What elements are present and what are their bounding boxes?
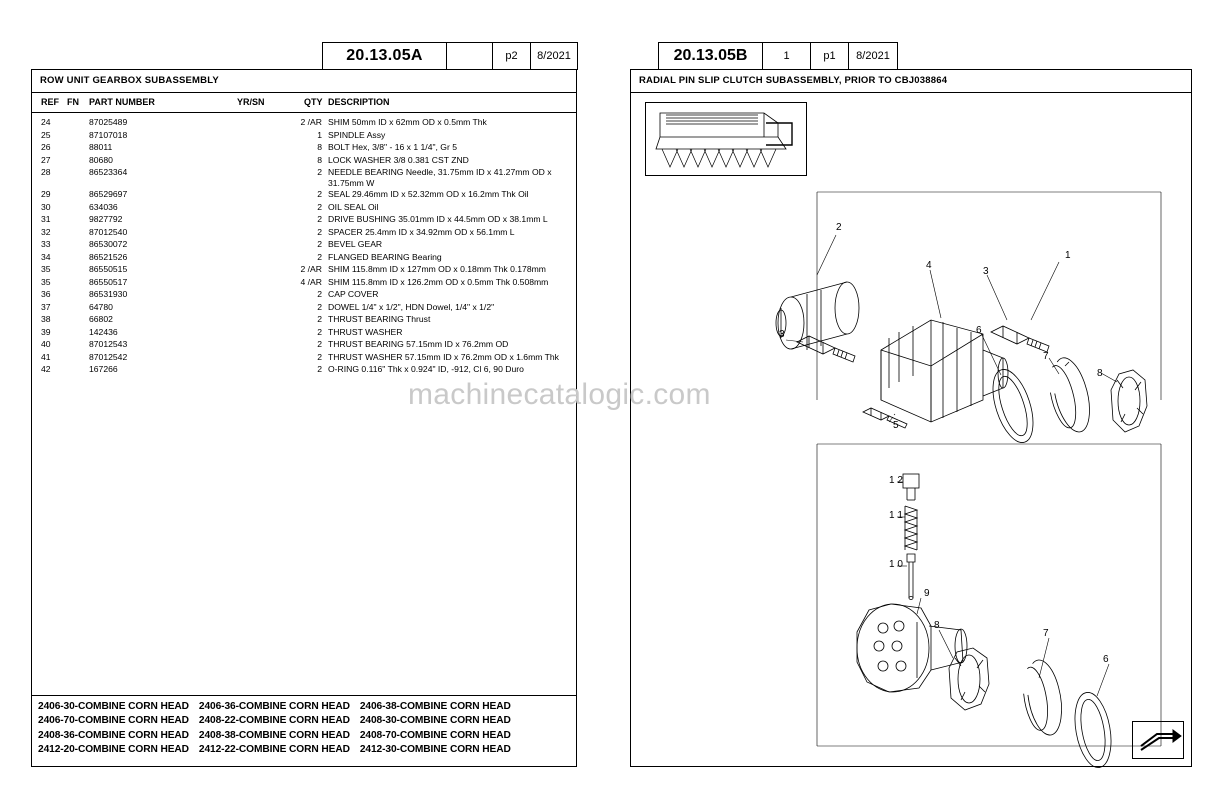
table-row [32,117,576,130]
row-qty: 2 [317,214,322,224]
callout-label: 2 [836,222,842,233]
row-part-number: 88011 [89,142,113,152]
table-row [32,277,576,290]
row-description: DRIVE BUSHING 35.01mm ID x 44.5mm OD x 38.1mm L [328,214,548,224]
row-part-number: 80680 [89,154,113,165]
row-description: OIL SEAL Oil [328,201,379,212]
callout-label: 1 0 [889,559,903,570]
row-ref: 32 [41,226,51,237]
table-row [32,327,576,340]
right-page-panel [630,42,1192,734]
callout-label: 3 [779,329,785,340]
right-revision-date: 8/2021 [856,50,890,62]
header-divider [32,112,576,113]
right-header-index: 1 [763,43,811,69]
row-ref: 35 [41,276,51,287]
row-ref: 24 [41,117,51,127]
row-ref: 31 [41,214,51,224]
row-ref: 40 [41,339,51,349]
callout-label: 9 [924,588,930,599]
row-ref: 27 [41,154,51,165]
row-part-number: 86531930 [89,289,128,299]
row-description: THRUST WASHER 57.15mm ID x 76.2mm OD x 1.6mm Thk [328,351,559,362]
table-row [32,189,576,202]
row-qty: 2 [317,201,322,212]
table-row [32,264,576,277]
row-description: THRUST BEARING Thrust [328,314,431,324]
footer-line: 2406-70-COMBINE CORN HEAD 2408-22-COMBINE CORN HEAD 2408-30-COMBINE CORN HEAD [38,715,511,727]
row-qty: 1 [317,129,322,140]
row-qty: 2 [317,351,322,362]
row-description: SEAL 29.46mm ID x 52.32mm OD x 16.2mm Thk Oil [328,189,529,199]
footer-line: 2406-30-COMBINE CORN HEAD 2406-36-COMBINE CORN HEAD 2406-38-COMBINE CORN HEAD [38,701,511,712]
column-header-part-number: PART NUMBER [89,97,155,107]
table-row [32,202,576,215]
row-ref: 28 [41,167,51,177]
title-divider [32,92,576,93]
row-qty: 2 [317,239,322,249]
parts-row-list [32,117,576,377]
row-part-number: 87012542 [89,351,128,362]
row-qty: 2 [317,189,322,199]
row-description: FLANGED BEARING Bearing [328,251,442,262]
row-qty: 2 [317,226,322,237]
table-row [32,302,576,315]
right-header-bar [658,42,898,70]
table-row [32,167,576,189]
row-ref: 26 [41,142,51,152]
row-description: BOLT Hex, 3/8" - 16 x 1 1/4", Gr 5 [328,142,458,152]
footer-line: 2408-36-COMBINE CORN HEAD 2408-38-COMBINE CORN HEAD 2408-70-COMBINE CORN HEAD [38,729,511,741]
row-qty: 8 [317,154,322,165]
table-row [32,155,576,168]
table-row [32,227,576,240]
callout-label: 7 [1043,628,1049,639]
row-description: SHIM 115.8mm ID x 127mm OD x 0.18mm Thk 0.178mm [328,264,546,274]
row-description: DOWEL 1/4" x 1/2", HDN Dowel, 1/4" x 1/2" [328,301,495,312]
row-description: CAP COVER [328,289,379,299]
callout-label: 8 [934,620,940,631]
right-title-divider [631,92,1191,93]
row-qty: 2 [317,339,322,349]
row-part-number: 167266 [89,364,118,374]
column-header-fn: FN [67,97,79,107]
right-section-code: 20.13.05B [659,43,763,69]
row-part-number: 86521526 [89,251,128,262]
left-model-footer [31,695,577,767]
row-ref: 37 [41,301,51,312]
row-qty: 2 /AR [300,117,322,127]
row-qty: 2 [317,301,322,312]
row-qty: 2 [317,251,322,262]
table-row [32,239,576,252]
right-subassembly-title: RADIAL PIN SLIP CLUTCH SUBASSEMBLY, PRIOR TO CBJ038864 [639,75,948,86]
row-ref: 33 [41,239,51,249]
left-revision-date: 8/2021 [537,50,571,62]
row-ref: 39 [41,326,51,337]
corn-head-icon [646,103,806,175]
callout-label: 6 [1103,654,1109,665]
row-description: BEVEL GEAR [328,239,383,249]
row-description: THRUST WASHER [328,326,403,337]
row-part-number: 86550515 [89,264,128,274]
row-description: O-RING 0.116" Thk x 0.924" ID, -912, Cl 6, 90 Duro [328,364,524,374]
column-header-yrsn: YR/SN [237,97,265,107]
row-description: SHIM 50mm ID x 62mm OD x 0.5mm Thk [328,117,487,127]
row-ref: 30 [41,201,51,212]
column-header-ref: REF [41,97,59,107]
row-ref: 36 [41,289,51,299]
callout-label: 1 1 [889,510,903,521]
row-part-number: 87025489 [89,117,128,127]
callout-label: 1 [1065,250,1071,261]
callout-label: 1 2 [889,475,903,486]
table-row [32,142,576,155]
footer-line: 2412-20-COMBINE CORN HEAD 2412-22-COMBINE CORN HEAD 2412-30-COMBINE CORN HEAD [38,744,511,756]
row-qty: 2 [317,289,322,299]
row-qty: 2 [317,167,322,177]
arrow-direction-icon [1133,722,1183,758]
row-ref: 41 [41,351,51,362]
row-part-number: 87012540 [89,226,128,237]
row-qty: 2 [317,364,322,374]
row-ref: 42 [41,364,51,374]
watermark: machinecatalogic.com [408,378,711,411]
row-part-number: 64780 [89,301,113,312]
table-row [32,339,576,352]
left-header-blank [447,43,493,69]
table-row [32,252,576,265]
row-ref: 25 [41,129,51,140]
row-description: NEEDLE BEARING Needle, 31.75mm ID x 41.27mm OD x 31.75mm W [328,167,552,188]
right-page-number: p1 [811,43,849,69]
row-description: SPINDLE Assy [328,129,386,140]
column-header-description: DESCRIPTION [328,97,390,107]
table-row [32,352,576,365]
row-ref: 35 [41,264,51,274]
callout-label: 6 [976,325,982,336]
row-description: SPACER 25.4mm ID x 34.92mm OD x 56.1mm L [328,226,515,237]
row-part-number: 142436 [89,326,118,337]
row-part-number: 87107018 [89,129,128,140]
row-ref: 29 [41,189,51,199]
row-part-number: 86523364 [89,167,128,177]
row-part-number: 634036 [89,201,118,212]
row-qty: 4 /AR [300,276,322,287]
row-qty: 2 [317,314,322,324]
left-section-code: 20.13.05A [323,43,447,69]
row-qty: 2 [317,326,322,337]
row-description: SHIM 115.8mm ID x 126.2mm OD x 0.5mm Thk 0.508mm [328,276,549,287]
row-ref: 34 [41,251,51,262]
table-row [32,214,576,227]
row-part-number: 9827792 [89,214,123,224]
row-qty: 8 [317,142,322,152]
callout-label: 8 [1097,368,1103,379]
row-ref: 38 [41,314,51,324]
orientation-icon-box [1132,721,1184,759]
callout-label: 4 [926,260,932,271]
right-diagram-box [630,69,1192,767]
left-header-bar [322,42,578,70]
row-part-number: 86530072 [89,239,128,249]
corn-head-thumbnail [645,102,807,176]
callout-label: 3 [983,266,989,277]
table-row [32,289,576,302]
callout-label: 7 [1043,351,1049,362]
left-subassembly-title: ROW UNIT GEARBOX SUBASSEMBLY [40,75,219,86]
table-row [32,314,576,327]
callout-label: 5 [893,420,899,431]
table-row [32,130,576,143]
column-header-qty: QTY [304,97,323,107]
row-part-number: 87012543 [89,339,128,349]
row-description: THRUST BEARING 57.15mm ID x 76.2mm OD [328,339,509,349]
left-page-number: p2 [493,43,531,69]
table-row [32,364,576,377]
row-part-number: 86550517 [89,276,128,287]
row-description: LOCK WASHER 3/8 0.381 CST ZND [328,154,469,165]
row-part-number: 66802 [89,314,113,324]
row-part-number: 86529697 [89,189,128,199]
row-qty: 2 /AR [300,264,322,274]
